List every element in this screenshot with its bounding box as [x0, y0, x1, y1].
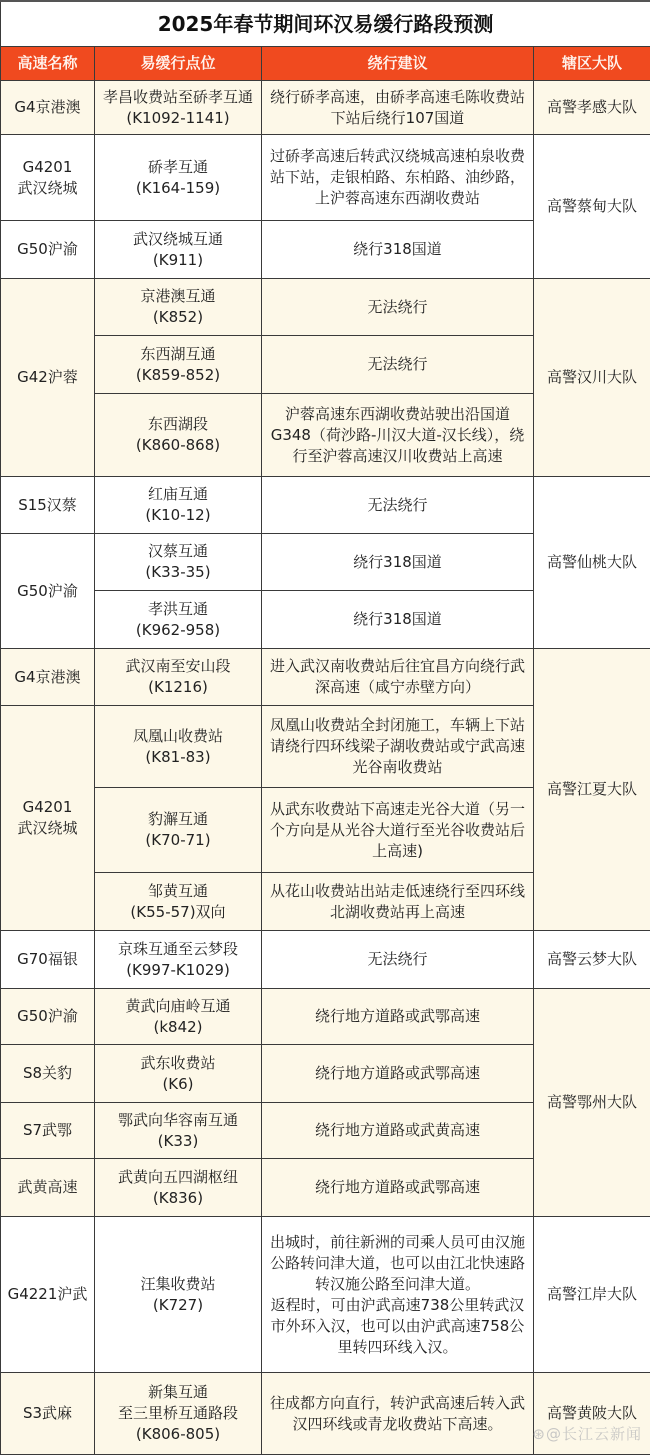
point-km: (K860-868) — [135, 436, 221, 454]
brigade-cell: 高警汉川大队 — [534, 279, 650, 477]
brigade-cell: 高警孝感大队 — [534, 81, 650, 135]
point-cell — [95, 279, 262, 336]
advice-cell: 无法绕行 — [262, 931, 534, 989]
advice-cell: 绕行地方道路或武鄂高速 — [262, 1045, 534, 1103]
point-cell — [95, 931, 262, 989]
point-name: 汉蔡互通 — [147, 542, 208, 560]
highway-cell: 武黄高速 — [1, 1159, 95, 1217]
point-km: (K70-71) — [145, 831, 211, 849]
table-row — [1, 931, 650, 989]
advice-cell: 绕行硚孝高速，由硚孝高速毛陈收费站下站后绕行107国道 — [262, 81, 534, 135]
advice-cell: 绕行318国道 — [262, 591, 534, 649]
col-header-advice: 绕行建议 — [262, 47, 534, 81]
point-cell — [95, 706, 262, 788]
point-km: (K997-K1029) — [126, 960, 230, 979]
highway-name: 武汉绕城 — [17, 178, 78, 197]
source-watermark: ⊛@长江云新闻 — [532, 1425, 642, 1443]
highway-cell: G4京港澳 — [1, 81, 95, 135]
point-name: 黄武向庙岭互通 — [125, 996, 231, 1015]
brigade-cell: 高警蔡甸大队 — [534, 135, 650, 279]
point-name: 武黄向五四湖枢纽 — [117, 1167, 238, 1186]
point-name: 东西湖互通 — [140, 344, 216, 363]
point-km: (K33) — [157, 1131, 199, 1150]
highway-cell: S15汉蔡 — [1, 477, 95, 534]
table-row — [1, 1217, 650, 1373]
col-header-brigade: 辖区大队 — [534, 47, 650, 81]
table-row — [1, 81, 650, 135]
advice-cell: 无法绕行 — [262, 279, 534, 336]
point-km: (K911) — [152, 250, 204, 269]
point-name: 鄂武向华容南互通 — [117, 1110, 238, 1129]
highway-cell: G50沪渝 — [1, 989, 95, 1045]
point-km: (K1216) — [148, 678, 208, 696]
brigade-cell: 高警黄陂大队 — [534, 1373, 650, 1455]
point-name: 凤凰山收费站 — [132, 726, 223, 745]
point-km: (K859-852) — [135, 365, 221, 384]
highway-cell: G50沪渝 — [1, 221, 95, 279]
point-name: 新集互通 — [147, 1383, 208, 1401]
point-cell — [95, 1103, 262, 1159]
point-cell — [95, 1373, 262, 1455]
advice-cell: 从花山收费站出站走低速绕行至四环线北湖收费站再上高速 — [262, 873, 534, 931]
point-km: (K55-57)双向 — [130, 902, 226, 921]
point-cell — [95, 477, 262, 534]
point-name: 京珠互通至云梦段 — [117, 939, 238, 958]
point-name-cont: 至三里桥互通路段 — [117, 1404, 238, 1422]
table-title: 2025年春节期间环汉易缓行路段预测 — [1, 1, 650, 47]
highway-code: G4201 — [22, 157, 73, 176]
advice-cell: 过硚孝高速后转武汉绕城高速柏泉收费站下站，走银柏路、东柏路、油纱路，上沪蓉高速东西湖收费站 — [262, 135, 534, 221]
point-name: 武汉南至安山段 — [125, 657, 231, 675]
advice-cell: 无法绕行 — [262, 477, 534, 534]
point-cell — [95, 1217, 262, 1373]
point-km: (K727) — [152, 1295, 204, 1314]
brigade-cell: 高警江夏大队 — [534, 649, 650, 931]
table-row — [1, 135, 650, 221]
point-cell — [95, 788, 262, 873]
highway-cell: G4221沪武 — [1, 1217, 95, 1373]
brigade-cell: 高警鄂州大队 — [534, 989, 650, 1217]
point-cell — [95, 989, 262, 1045]
point-name: 红庙互通 — [147, 485, 208, 503]
highway-cell: S7武鄂 — [1, 1103, 95, 1159]
point-km: (K33-35) — [145, 563, 211, 581]
point-km: (K81-83) — [145, 747, 211, 766]
point-name: 孝昌收费站至硚孝互通 — [102, 87, 253, 106]
point-cell — [95, 873, 262, 931]
advice-cell: 从武东收费站下高速走光谷大道（另一个方向是从光谷大道行至光谷收费站后上高速) — [262, 788, 534, 873]
point-km: (K962-958) — [135, 620, 221, 639]
highway-code: G4201 — [22, 798, 73, 816]
point-km: (K836) — [152, 1188, 204, 1207]
point-cell — [95, 1159, 262, 1217]
point-name: 邹黄互通 — [147, 881, 208, 900]
highway-cell: G42沪蓉 — [1, 279, 95, 477]
advice-cell: 无法绕行 — [262, 336, 534, 394]
advice-cell: 往成都方向直行，转沪武高速后转入武汉四环线或青龙收费站下高速。 — [262, 1373, 534, 1455]
point-cell — [95, 649, 262, 706]
point-km: (k842) — [153, 1017, 203, 1036]
point-cell — [95, 1045, 262, 1103]
table-row — [1, 279, 650, 336]
point-name: 武东收费站 — [140, 1053, 216, 1072]
advice-cell: 进入武汉南收费站后往宜昌方向绕行武深高速（咸宁赤壁方向） — [262, 649, 534, 706]
point-km: (K6) — [162, 1074, 194, 1093]
highway-cell: G50沪渝 — [1, 534, 95, 649]
brigade-cell: 高警仙桃大队 — [534, 477, 650, 649]
advice-cell: 绕行地方道路或武鄂高速 — [262, 989, 534, 1045]
highway-name: 武汉绕城 — [17, 819, 78, 837]
point-km: (K164-159) — [135, 178, 221, 197]
highway-cell — [1, 706, 95, 931]
point-name: 硚孝互通 — [147, 157, 208, 176]
point-name: 汪集收费站 — [140, 1274, 216, 1293]
point-name: 孝洪互通 — [147, 599, 208, 618]
point-cell — [95, 336, 262, 394]
advice-cell: 绕行318国道 — [262, 221, 534, 279]
table-row — [1, 649, 650, 706]
point-name: 豹澥互通 — [147, 810, 208, 828]
point-name: 东西湖段 — [147, 415, 208, 433]
highway-cell: G70福银 — [1, 931, 95, 989]
highway-cell — [1, 135, 95, 221]
advice-cell: 绕行地方道路或武黄高速 — [262, 1103, 534, 1159]
point-cell — [95, 534, 262, 591]
col-header-point: 易缓行点位 — [95, 47, 262, 81]
table-row — [1, 477, 650, 534]
point-name: 京港澳互通 — [140, 287, 216, 305]
table-header — [1, 47, 650, 81]
advice-cell: 沪蓉高速东西湖收费站驶出沿国道G348（荷沙路-川汉大道-汉长线），绕行至沪蓉高速汉川收费站上高速 — [262, 394, 534, 477]
highway-cell: S8关豹 — [1, 1045, 95, 1103]
advice-return: 返程时，可由沪武高速738公里转武汉市外环入汉，也可以由沪武高速758公里转四环线入汉。 — [270, 1295, 525, 1356]
point-cell — [95, 135, 262, 221]
brigade-cell: 高警云梦大队 — [534, 931, 650, 989]
advice-cell — [262, 1217, 534, 1373]
highway-cell: S3武麻 — [1, 1373, 95, 1455]
advice-cell: 绕行318国道 — [262, 534, 534, 591]
advice-cell: 凤凰山收费站全封闭施工，车辆上下站请绕行四环线梁子湖收费站或宁武高速光谷南收费站 — [262, 706, 534, 788]
point-cell — [95, 81, 262, 135]
point-cell — [95, 591, 262, 649]
point-km: (K1092-1141) — [126, 108, 230, 127]
advice-cell: 绕行地方道路或武鄂高速 — [262, 1159, 534, 1217]
advice-outbound: 出城时，前往新洲的司乘人员可由汉施公路转问津大道，也可以由江北快速路转汉施公路至问津大道。 — [270, 1232, 526, 1293]
highway-cell: G4京港澳 — [1, 649, 95, 706]
point-cell — [95, 394, 262, 477]
point-km: (K806-805) — [135, 1425, 221, 1443]
col-header-highway: 高速名称 — [1, 47, 95, 81]
table-row — [1, 989, 650, 1045]
point-km: (K10-12) — [145, 506, 211, 524]
brigade-cell: 高警江岸大队 — [534, 1217, 650, 1373]
point-cell — [95, 221, 262, 279]
point-km: (K852) — [152, 308, 204, 326]
point-name: 武汉绕城互通 — [132, 229, 223, 248]
